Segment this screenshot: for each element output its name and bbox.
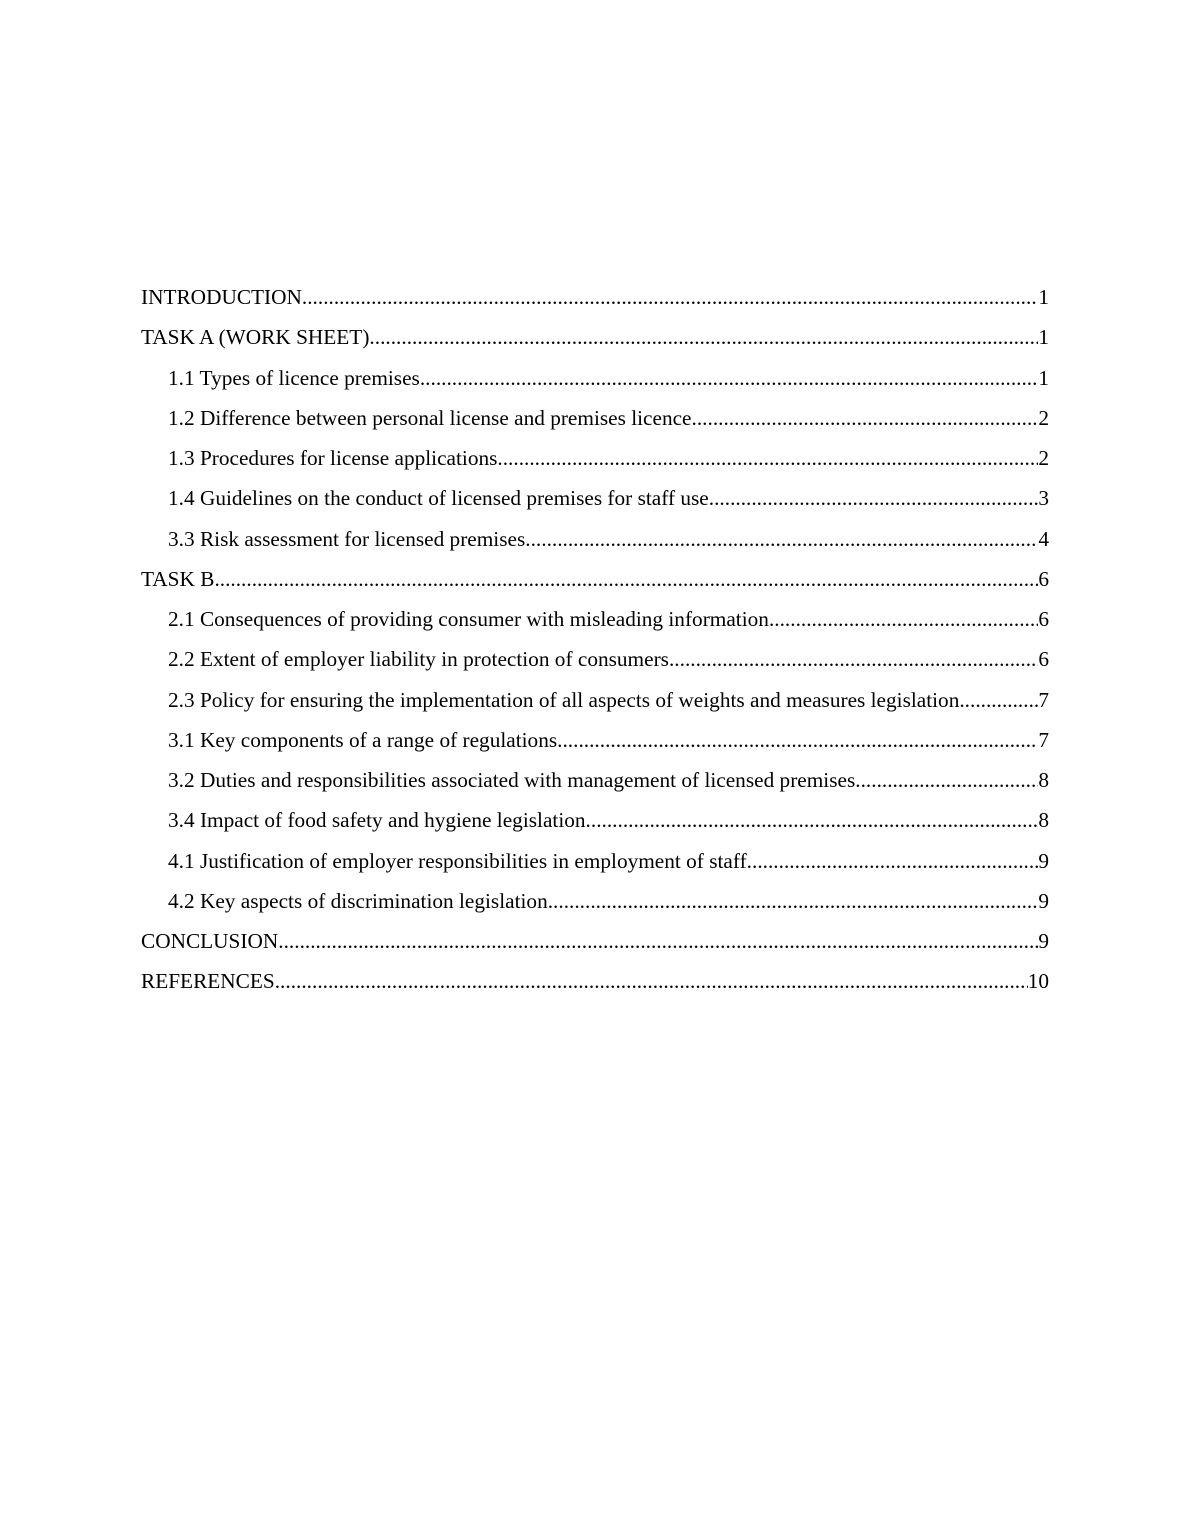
toc-dot-leader bbox=[214, 559, 1038, 599]
toc-page-number: 6 bbox=[1038, 566, 1049, 591]
toc-page-number: 7 bbox=[1038, 727, 1049, 752]
toc-entry-title: TASK A (WORK SHEET) bbox=[141, 325, 370, 350]
toc-dot-leader bbox=[709, 478, 1039, 518]
toc-entry-title: 3.4 Impact of food safety and hygiene legislation bbox=[168, 808, 586, 833]
toc-entry-2-3[interactable] bbox=[141, 680, 1049, 720]
toc-dot-leader bbox=[302, 277, 1038, 317]
toc-entry-3-1[interactable] bbox=[141, 720, 1049, 760]
toc-entry-2-2[interactable] bbox=[141, 639, 1049, 679]
toc-dot-leader bbox=[525, 519, 1038, 559]
toc-dot-leader bbox=[497, 438, 1038, 478]
toc-dot-leader bbox=[692, 398, 1039, 438]
toc-entry-title: INTRODUCTION bbox=[141, 285, 302, 309]
toc-page-number: 1 bbox=[1038, 325, 1049, 350]
toc-entry-title: REFERENCES bbox=[141, 969, 275, 994]
toc-entry-1-3[interactable] bbox=[141, 438, 1049, 478]
toc-page-number: 8 bbox=[1038, 768, 1049, 792]
toc-dot-leader bbox=[278, 921, 1038, 961]
toc-entry-2-1[interactable] bbox=[141, 599, 1049, 639]
toc-entry-title: 2.2 Extent of employer liability in protection of consumers bbox=[168, 647, 669, 672]
toc-page-number: 10 bbox=[1027, 969, 1049, 994]
toc-page-number: 9 bbox=[1038, 848, 1049, 873]
toc-dot-leader bbox=[855, 760, 1038, 800]
toc-entry-title: CONCLUSION bbox=[141, 929, 279, 953]
toc-entry-title: 3.3 Risk assessment for licensed premises bbox=[168, 526, 526, 551]
toc-entry-title: 3.1 Key components of a range of regulations bbox=[168, 727, 558, 752]
toc-dot-leader bbox=[548, 881, 1039, 921]
toc-page-number: 1 bbox=[1038, 365, 1049, 390]
toc-dot-leader bbox=[586, 800, 1039, 840]
toc-page-number: 1 bbox=[1038, 285, 1049, 309]
toc-dot-leader bbox=[275, 961, 1028, 1001]
toc-page-number: 9 bbox=[1038, 929, 1049, 953]
toc-entry-title: 2.3 Policy for ensuring the implementation of all aspects of weights and measures legislation bbox=[168, 687, 960, 712]
toc-entry-task-a[interactable] bbox=[141, 317, 1049, 357]
toc-dot-leader bbox=[959, 680, 1038, 720]
toc-entry-title: 2.1 Consequences of providing consumer with misleading information bbox=[168, 607, 769, 631]
toc-page-number: 8 bbox=[1038, 808, 1049, 833]
toc-entry-references[interactable] bbox=[141, 961, 1049, 1001]
toc-dot-leader bbox=[369, 317, 1038, 357]
toc-entry-title: TASK B bbox=[141, 566, 215, 591]
toc-entry-title: 1.2 Difference between personal license and premises licence bbox=[168, 405, 692, 430]
toc-entry-1-1[interactable] bbox=[141, 358, 1049, 398]
toc-entry-title: 1.3 Procedures for license applications bbox=[168, 446, 498, 470]
toc-page-number: 4 bbox=[1038, 526, 1049, 551]
toc-entry-4-1[interactable] bbox=[141, 841, 1049, 881]
toc-dot-leader bbox=[747, 841, 1039, 881]
toc-entry-1-4[interactable] bbox=[141, 478, 1049, 518]
toc-entry-3-3[interactable] bbox=[141, 519, 1049, 559]
toc-page-number: 6 bbox=[1038, 607, 1049, 631]
toc-entry-3-4[interactable] bbox=[141, 800, 1049, 840]
toc-page-number: 2 bbox=[1038, 446, 1049, 470]
toc-dot-leader bbox=[557, 720, 1038, 760]
toc-page-number: 7 bbox=[1038, 687, 1049, 712]
table-of-contents bbox=[141, 277, 1049, 1002]
toc-entry-1-2[interactable] bbox=[141, 398, 1049, 438]
toc-entry-3-2[interactable] bbox=[141, 760, 1049, 800]
toc-page-number: 2 bbox=[1038, 405, 1049, 430]
toc-entry-title: 4.2 Key aspects of discrimination legislation bbox=[168, 888, 548, 913]
toc-entry-4-2[interactable] bbox=[141, 881, 1049, 921]
toc-page-number: 6 bbox=[1038, 647, 1049, 672]
toc-entry-title: 1.4 Guidelines on the conduct of licensed premises for staff use bbox=[168, 486, 709, 511]
toc-entry-conclusion[interactable] bbox=[141, 921, 1049, 961]
toc-page-number: 9 bbox=[1038, 888, 1049, 913]
toc-dot-leader bbox=[420, 358, 1039, 398]
toc-page-number: 3 bbox=[1038, 486, 1049, 511]
toc-entry-introduction[interactable] bbox=[141, 277, 1049, 317]
toc-entry-title: 3.2 Duties and responsibilities associated with management of licensed premises bbox=[168, 768, 856, 792]
toc-entry-title: 1.1 Types of licence premises bbox=[168, 365, 420, 390]
toc-entry-title: 4.1 Justification of employer responsibilities in employment of staff bbox=[168, 848, 747, 873]
toc-dot-leader bbox=[769, 599, 1038, 639]
toc-dot-leader bbox=[669, 639, 1038, 679]
toc-entry-task-b[interactable] bbox=[141, 559, 1049, 599]
